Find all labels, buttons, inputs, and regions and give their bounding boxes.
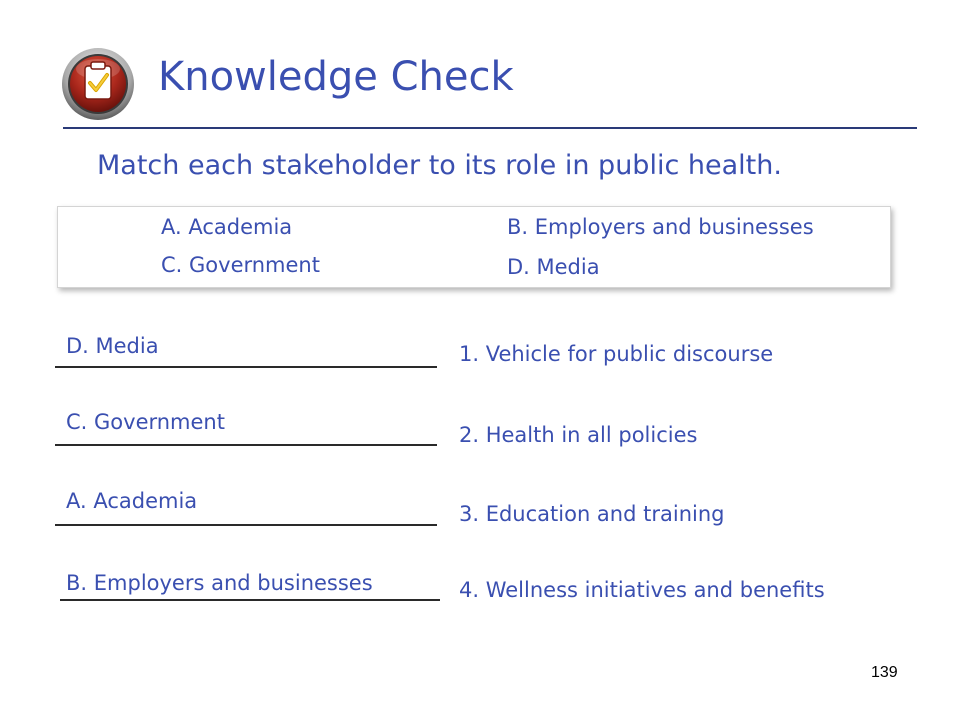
answer-1: D. Media: [66, 334, 159, 358]
role-1: 1. Vehicle for public discourse: [459, 342, 774, 366]
page-title: Knowledge Check: [158, 54, 514, 100]
answer-blank-2[interactable]: [55, 444, 437, 446]
role-3: 3. Education and training: [459, 502, 725, 526]
answer-4: B. Employers and businesses: [66, 571, 373, 595]
answer-3: A. Academia: [66, 489, 198, 513]
option-d: D. Media: [507, 255, 600, 279]
instructions: Match each stakeholder to its role in public health.: [97, 150, 782, 181]
answer-2: C. Government: [66, 410, 225, 434]
clipboard-check-icon: [61, 47, 135, 121]
answer-blank-4[interactable]: [60, 599, 440, 601]
answer-blank-1[interactable]: [55, 366, 437, 368]
role-2: 2. Health in all policies: [459, 423, 698, 447]
answer-blank-3[interactable]: [55, 524, 437, 526]
role-4: 4. Wellness initiatives and benefits: [459, 578, 825, 602]
title-divider: [63, 127, 917, 129]
options-box: [57, 206, 891, 288]
option-b: B. Employers and businesses: [507, 215, 814, 239]
option-c: C. Government: [161, 253, 320, 277]
option-a: A. Academia: [161, 215, 293, 239]
page-number: 139: [871, 664, 898, 681]
